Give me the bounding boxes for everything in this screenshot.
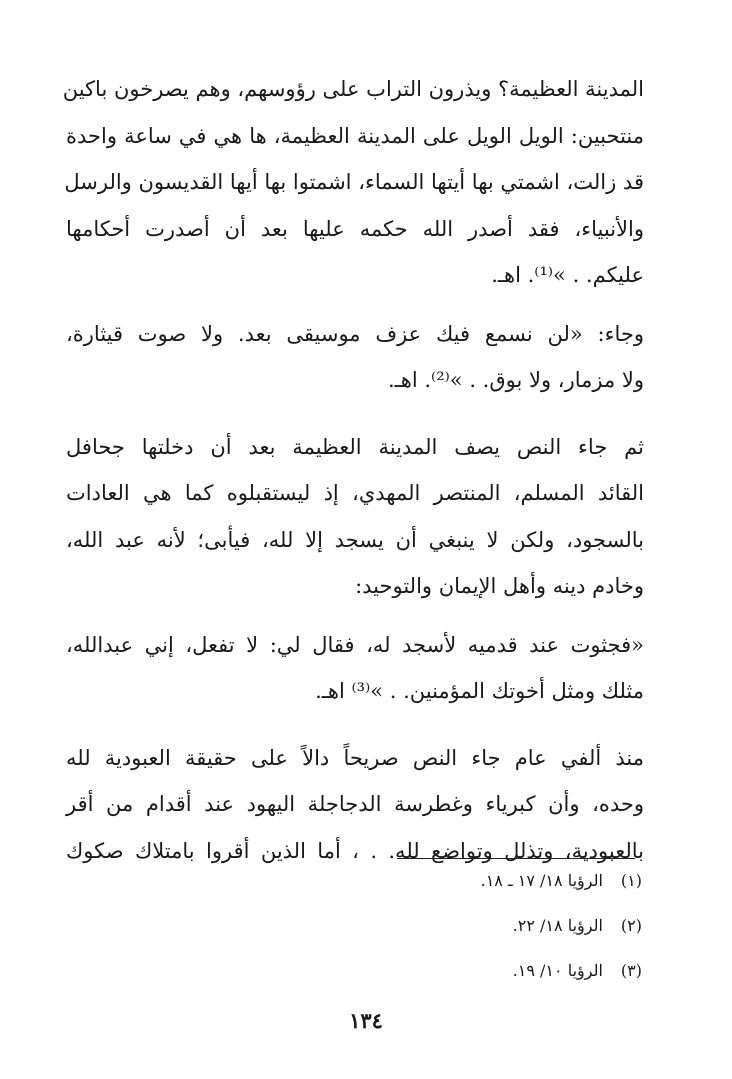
paragraph-1 xyxy=(62,66,644,299)
footnote-2 xyxy=(300,915,642,937)
footnote-number: (١) xyxy=(620,871,642,890)
footnote-3 xyxy=(300,960,642,982)
footnote-text: الرؤيا ١٨/ ١٧ ـ ١٨. xyxy=(480,871,603,890)
text-line: بالسجود، ولكن لا ينبغي أن يسجد إلا لله، فيأبى؛ لأنه عبد الله، xyxy=(66,527,644,552)
footnote-text: الرؤيا ١٨/ ٢٢. xyxy=(512,916,603,935)
paragraph-2 xyxy=(66,311,644,404)
footnote-separator xyxy=(397,858,635,859)
paragraph-3 xyxy=(66,424,644,610)
paragraph-5 xyxy=(66,735,644,875)
paragraph-4 xyxy=(66,622,644,715)
text-line: مثلك ومثل أخوتك المؤمنين. . »⁽³⁾ اهـ. xyxy=(315,679,644,703)
text-line: عليكم. . »⁽¹⁾. اهـ. xyxy=(491,263,644,287)
text-line: وجاء: «لن نسمع فيك عزف موسيقى بعد. ولا صوت قيثارة، xyxy=(66,321,644,346)
footnote-number: (٣) xyxy=(620,961,642,980)
text-line: «فجثوت عند قدميه لأسجد له، فقال لي: لا تفعل، إني عبدالله، xyxy=(66,632,644,657)
text-line: المدينة العظيمة؟ ويذرون التراب على رؤوسهم، وهم يصرخون باكين xyxy=(62,77,644,101)
page-number: ١٣٤ xyxy=(349,1008,383,1033)
text-line: والأنبياء، فقد أصدر الله حكمه عليها بعد أن أصدرت أحكامها xyxy=(66,216,644,241)
footnotes xyxy=(300,870,642,1005)
text-line: ثم جاء النص يصف المدينة العظيمة بعد أن دخلتها جحافل xyxy=(66,434,644,459)
footnote-text: الرؤيا ١٠/ ١٩. xyxy=(512,961,603,980)
text-line: قد زالت، اشمتي بها أيتها السماء، اشمتوا بها أيها القديسون والرسل xyxy=(64,170,644,194)
footnote-1 xyxy=(300,870,642,892)
text-line: وخادم دينه وأهل الإيمان والتوحيد: xyxy=(355,574,644,598)
text-line: منذ ألفي عام جاء النص صريحاً دالاً على حقيقة العبودية لله xyxy=(66,745,644,770)
text-line: منتحبين: الويل الويل على المدينة العظيمة، ها هي في ساعة واحدة xyxy=(66,123,644,148)
page-body xyxy=(62,66,644,874)
text-line: القائد المسلم، المنتصر المهدي، إذ ليستقبلوه كما هي العادات xyxy=(66,481,644,505)
text-line: وحده، وأن كبرياء وغطرسة الدجاجلة اليهود عند أقدام من أقر xyxy=(66,792,644,816)
text-line: بالعبودية، وتذلل وتواضع لله. . ، أما الذين أقروا بامتلاك صكوك xyxy=(66,838,644,863)
footnote-number: (٢) xyxy=(620,916,642,935)
text-line: ولا مزمار، ولا بوق. . »⁽²⁾. اهـ. xyxy=(387,368,644,392)
